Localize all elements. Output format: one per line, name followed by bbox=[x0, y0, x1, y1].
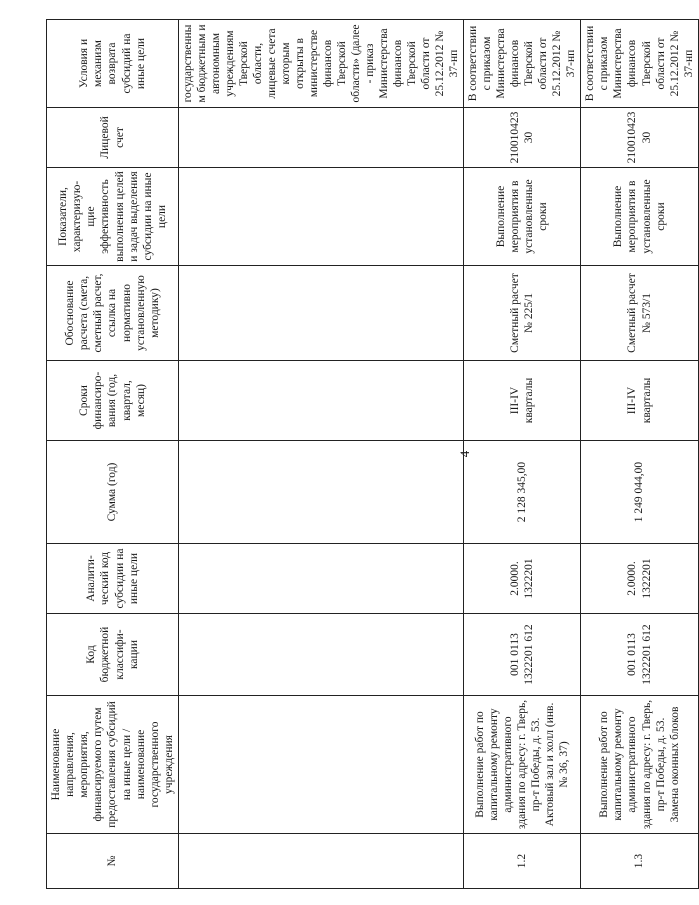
table-cell bbox=[179, 108, 464, 168]
row-period: III-IV кварталы bbox=[581, 361, 698, 441]
row-num: 1.2 bbox=[464, 834, 581, 889]
row-account: 21001042330 bbox=[581, 108, 698, 168]
continuation-note: государственным бюджетным и автономным учреждениям Тверской области, лицевые счета которым открыты в министерстве финансов Тверской области» (далее - приказ Министерства финансов Тверской области от 25.12.2012 № 37-нп bbox=[179, 20, 464, 108]
table-header-row bbox=[47, 20, 179, 889]
row-period: III-IV кварталы bbox=[464, 361, 581, 441]
row-num: 1.3 bbox=[581, 834, 698, 889]
header-kbk: Код бюджетной классифи-кации bbox=[47, 614, 179, 696]
header-sum: Сумма (год) bbox=[47, 441, 179, 544]
header-period: Сроки финансиро-вания (год, квартал, месяц) bbox=[47, 361, 179, 441]
row-analytic-code: 2.0000. 1322201 bbox=[581, 544, 698, 614]
table-cell bbox=[179, 696, 464, 834]
row-indicators: Выполнение мероприятия в установленные сроки bbox=[464, 168, 581, 266]
row-kbk: 001 0113 1322201 612 bbox=[464, 614, 581, 696]
row-kbk: 001 0113 1322201 612 bbox=[581, 614, 698, 696]
table-cell bbox=[179, 266, 464, 361]
row-analytic-code: 2.0000. 1322201 bbox=[464, 544, 581, 614]
header-name: Наименование направления, мероприятия, финансируемого путем предоставления субсидий на иные цели / наименование государственного учреждения bbox=[47, 696, 179, 834]
header-analytic-code: Аналити-ческий код субсидии на иные цели bbox=[47, 544, 179, 614]
table-cell bbox=[179, 614, 464, 696]
row-sum: 1 249 044,00 bbox=[581, 441, 698, 544]
table-cell bbox=[179, 361, 464, 441]
row-conditions: В соответствии с приказом Министерства финансов Тверской области от 25.12.2012 № 37-нп bbox=[464, 20, 581, 108]
table-row bbox=[581, 20, 698, 889]
header-basis: Обоснование расчета (смета, сметный расчет, ссылка на нормативно установленную методику) bbox=[47, 266, 179, 361]
subsidy-table bbox=[46, 20, 695, 889]
header-indicators: Показатели, характеризую-щие эффективность выполнения целей и задач выделения субсидии на иные цели bbox=[47, 168, 179, 266]
row-basis: Сметный расчет № 225/1 bbox=[464, 266, 581, 361]
header-num: № bbox=[47, 834, 179, 889]
table-cell bbox=[179, 544, 464, 614]
table-cell bbox=[179, 168, 464, 266]
table-row bbox=[464, 20, 581, 889]
header-conditions: Условия и механизм возврата субсидий на иные цели bbox=[47, 20, 179, 108]
header-account: Лицевой счет bbox=[47, 108, 179, 168]
row-indicators: Выполнение мероприятия в установленные сроки bbox=[581, 168, 698, 266]
row-name: Выполнение работ по капитальному ремонту административного здания по адресу: г. Тверь, пр-т Победы, д. 53. Актовый зал и холл (инв. № 36, 37) bbox=[464, 696, 581, 834]
row-conditions: В соответствии с приказом Министерства финансов Тверской области от 25.12.2012 № 37-нп bbox=[581, 20, 698, 108]
table-cell bbox=[179, 441, 464, 544]
row-name: Выполнение работ по капитальному ремонту административного здания по адресу: г. Тверь, пр-т Победы, д. 53. Замена оконных блоков bbox=[581, 696, 698, 834]
table-cell bbox=[179, 834, 464, 889]
row-basis: Сметный расчет № 573/1 bbox=[581, 266, 698, 361]
table-row-continuation bbox=[179, 20, 464, 889]
row-sum: 2 128 345,00 bbox=[464, 441, 581, 544]
row-account: 21001042330 bbox=[464, 108, 581, 168]
page-number: 4 bbox=[457, 450, 472, 458]
